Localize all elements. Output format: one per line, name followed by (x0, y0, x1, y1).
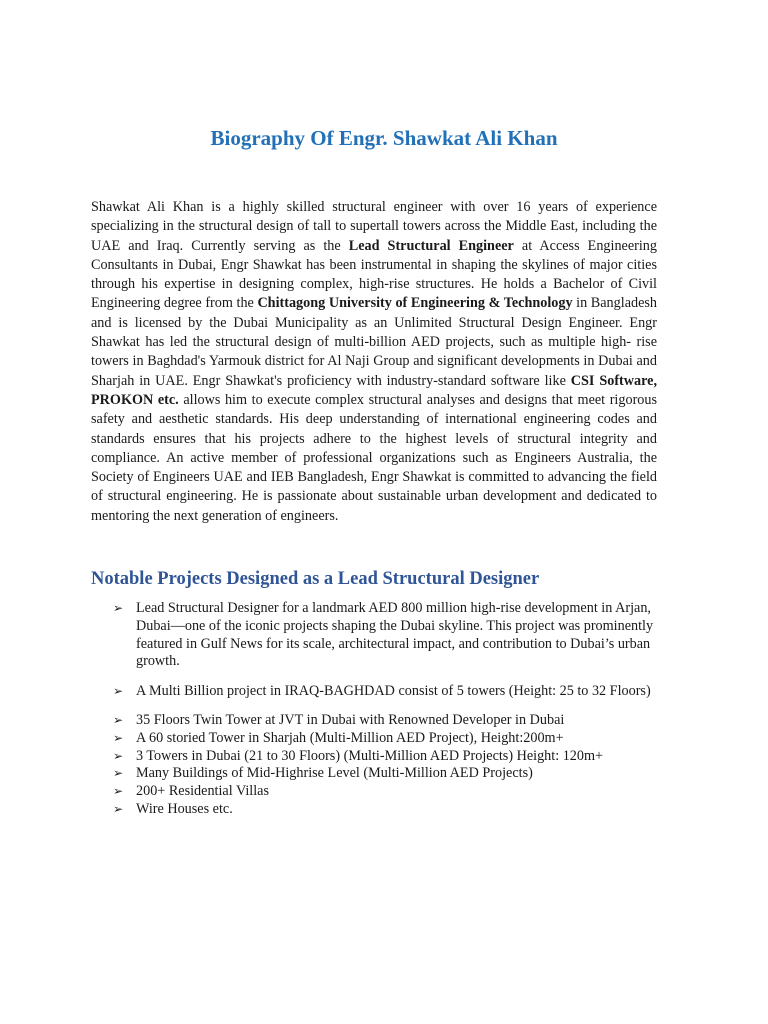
list-item (113, 730, 673, 748)
list-item (113, 683, 673, 701)
list-item (113, 712, 673, 730)
biography-paragraph (91, 198, 657, 526)
list-item (113, 600, 673, 671)
arrow-bullet-icon: ➢ (113, 712, 124, 727)
list-item (113, 765, 673, 783)
arrow-bullet-icon: ➢ (113, 601, 124, 615)
bio-bold-role: Lead Structural Engineer (348, 237, 514, 254)
arrow-bullet-icon: ➢ (113, 730, 124, 745)
bio-bold-software: CSI Software, PROKON etc. (91, 372, 657, 408)
arrow-bullet-icon: ➢ (113, 748, 124, 763)
list-item-text: A Multi Billion project in IRAQ-BAGHDAD consist of 5 towers (Height: 25 to 32 Floors) (136, 683, 651, 700)
list-item-text: 35 Floors Twin Tower at JVT in Dubai with Renowned Developer in Dubai (136, 711, 565, 728)
arrow-bullet-icon: ➢ (113, 801, 124, 816)
list-item-text: 3 Towers in Dubai (21 to 30 Floors) (Multi-Million AED Projects) Height: 120m+ (136, 747, 604, 764)
arrow-bullet-icon: ➢ (113, 766, 124, 781)
page-title: Biography Of Engr. Shawkat Ali Khan (210, 126, 558, 150)
bio-text-2: at Access Engineering Consultants in Dubai, Engr Shawkat has been instrumental in shaping the skylines of major cities through his expertise in designing complex, high-rise structures. He holds a Bachelor of Civil Engineering degree from the (91, 237, 657, 312)
project-list (113, 600, 673, 819)
list-item-text: A 60 storied Tower in Sharjah (Multi-Million AED Project), Height:200m+ (136, 729, 564, 746)
bio-bold-university: Chittagong University of Engineering & Technology (257, 295, 573, 312)
bio-text-3: in Bangladesh and is licensed by the Dubai Municipality as an Unlimited Structural Design Engineer. Engr Shawkat has led the structural design of multi-billion AED projects, such as multiple high- rise towers in Baghdad's Yarmouk district for Al Naji Group and significant developments in Dubai and Sharjah in UAE. Engr Shawkat's proficiency with industry-standard software like (91, 295, 657, 389)
arrow-bullet-icon: ➢ (113, 784, 124, 799)
section-heading: Notable Projects Designed as a Lead Structural Designer (91, 569, 540, 589)
list-item (113, 783, 673, 801)
bio-text-4: allows him to execute complex structural analyses and designs that meet rigorous safety and aesthetic standards. His deep understanding of international engineering codes and standards ensures that his projects adhere to the highest levels of structural integrity and compliance. An active member of professional organizations such as Engineers Australia, the Society of Engineers UAE and IEB Bangladesh, Engr Shawkat is committed to advancing the field of structural engineering. He is passionate about sustainable urban development and dedicated to mentoring the next generation of engineers. (91, 391, 657, 524)
list-item-text: Many Buildings of Mid-Highrise Level (Multi-Million AED Projects) (136, 765, 533, 782)
arrow-bullet-icon: ➢ (113, 684, 124, 699)
list-item (113, 748, 673, 766)
list-item-text: 200+ Residential Villas (136, 783, 269, 800)
bio-text-1: Shawkat Ali Khan is a highly skilled structural engineer with over 16 years of experience specializing in the structural design of tall to supertall towers across the Middle East, including the UAE and Iraq. Currently serving as the (91, 199, 657, 254)
list-item-text: Lead Structural Designer for a landmark AED 800 million high-rise development in Arjan, Dubai—one of the iconic projects shaping the Dubai skyline. This project was prominently featured in Gulf News for its scale, architectural impact, and contribution to Dubai’s urban growth. (136, 600, 654, 670)
list-item (113, 801, 673, 819)
list-item-text: Wire Houses etc. (136, 800, 233, 817)
